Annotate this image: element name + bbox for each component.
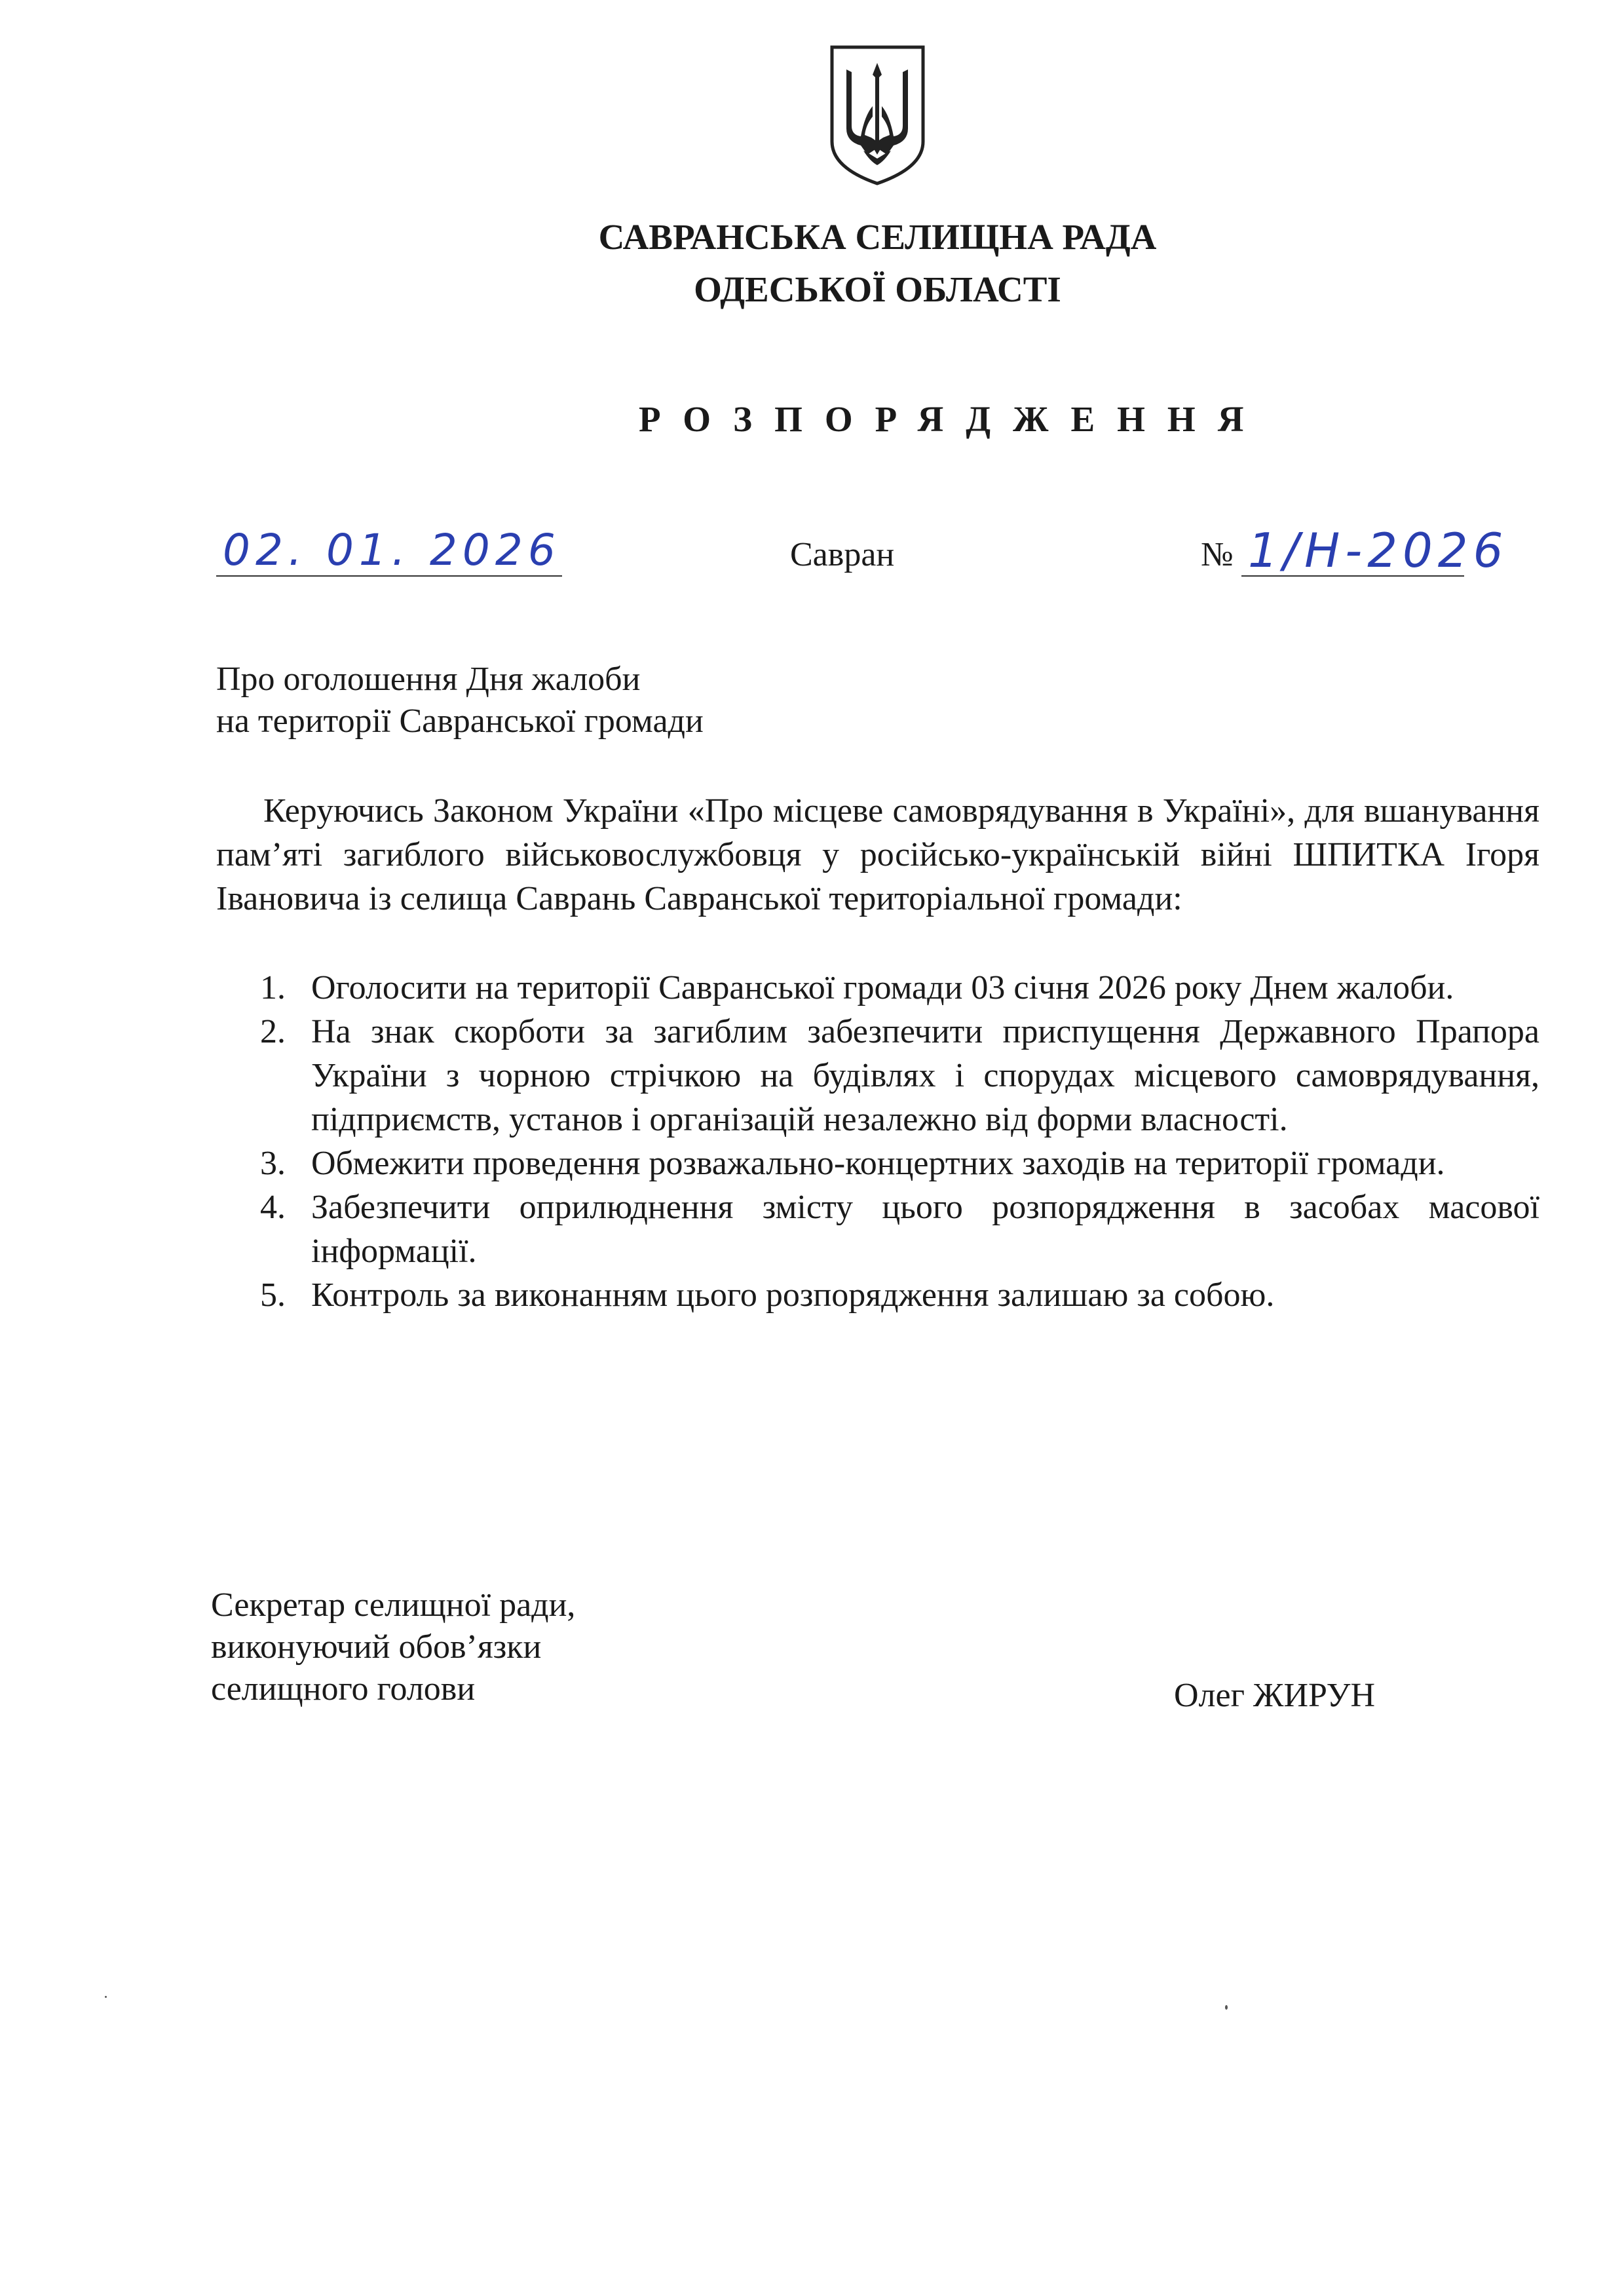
scan-speck xyxy=(1225,2005,1228,2010)
item-number: 3. xyxy=(260,1145,286,1182)
document-place: Савран xyxy=(790,536,895,573)
trident-coat-of-arms-icon xyxy=(827,43,928,187)
preamble xyxy=(216,789,1539,921)
number-sign: № xyxy=(1201,536,1234,573)
list-item xyxy=(260,1185,1539,1273)
handwritten-date: 02. 01. 2026 xyxy=(223,525,561,575)
council-region: ОДЕСЬКОЇ ОБЛАСТІ xyxy=(694,269,1061,309)
document-subject xyxy=(216,659,704,742)
scan-speck xyxy=(105,1996,107,1998)
item-number: 1. xyxy=(260,969,286,1006)
signatory-title-line: селищного голови xyxy=(211,1670,476,1708)
item-text: Обмежити проведення розважально-концертних заходів на території громади. xyxy=(311,1145,1445,1182)
list-item xyxy=(260,1010,1539,1141)
item-number: 5. xyxy=(260,1276,286,1314)
number-underline xyxy=(1241,575,1464,577)
date-underline xyxy=(216,575,562,577)
item-text: Контроль за виконанням цього розпорядження залишаю за собою. xyxy=(311,1276,1275,1314)
preamble-text: Керуючись Законом України «Про місцеве самоврядування в Україні», для вшанування пам’яті загиблого військовослужбовця у російсько-українській війні ШПИТКА Ігоря Івановича із селища Саврань Савранської територіальної громади: xyxy=(216,792,1539,917)
item-number: 2. xyxy=(260,1013,286,1050)
document-type-title: РОЗПОРЯДЖЕННЯ xyxy=(639,399,1266,439)
subject-line: на території Савранської громади xyxy=(216,702,704,740)
list-item xyxy=(260,966,1539,1010)
list-item xyxy=(260,1273,1539,1317)
order-items-list xyxy=(260,966,1539,1317)
item-text: Забезпечити оприлюднення змісту цього розпорядження в засобах масової інформації. xyxy=(311,1189,1539,1270)
list-item xyxy=(260,1141,1539,1185)
signatory-title-line: Секретар селищної ради, xyxy=(211,1586,576,1624)
item-number: 4. xyxy=(260,1189,286,1226)
signatory-name: Олег ЖИРУН xyxy=(1174,1677,1376,1714)
handwritten-number: 1/Н-2026 xyxy=(1248,523,1509,578)
item-text: Оголосити на території Савранської громади 03 січня 2026 року Днем жалоби. xyxy=(311,969,1454,1006)
council-name: САВРАНСЬКА СЕЛИЩНА РАДА xyxy=(598,217,1157,257)
item-text: На знак скорботи за загиблим забезпечити приспущення Державного Прапора України з чорною стрічкою на будівлях і спорудах місцевого самоврядування, підприємств, установ і організацій незалежно від форми власності. xyxy=(311,1013,1539,1138)
subject-line: Про оголошення Дня жалоби xyxy=(216,660,641,698)
signatory-title-line: виконуючий обов’язки xyxy=(211,1628,542,1666)
signatory-title xyxy=(211,1584,575,1710)
